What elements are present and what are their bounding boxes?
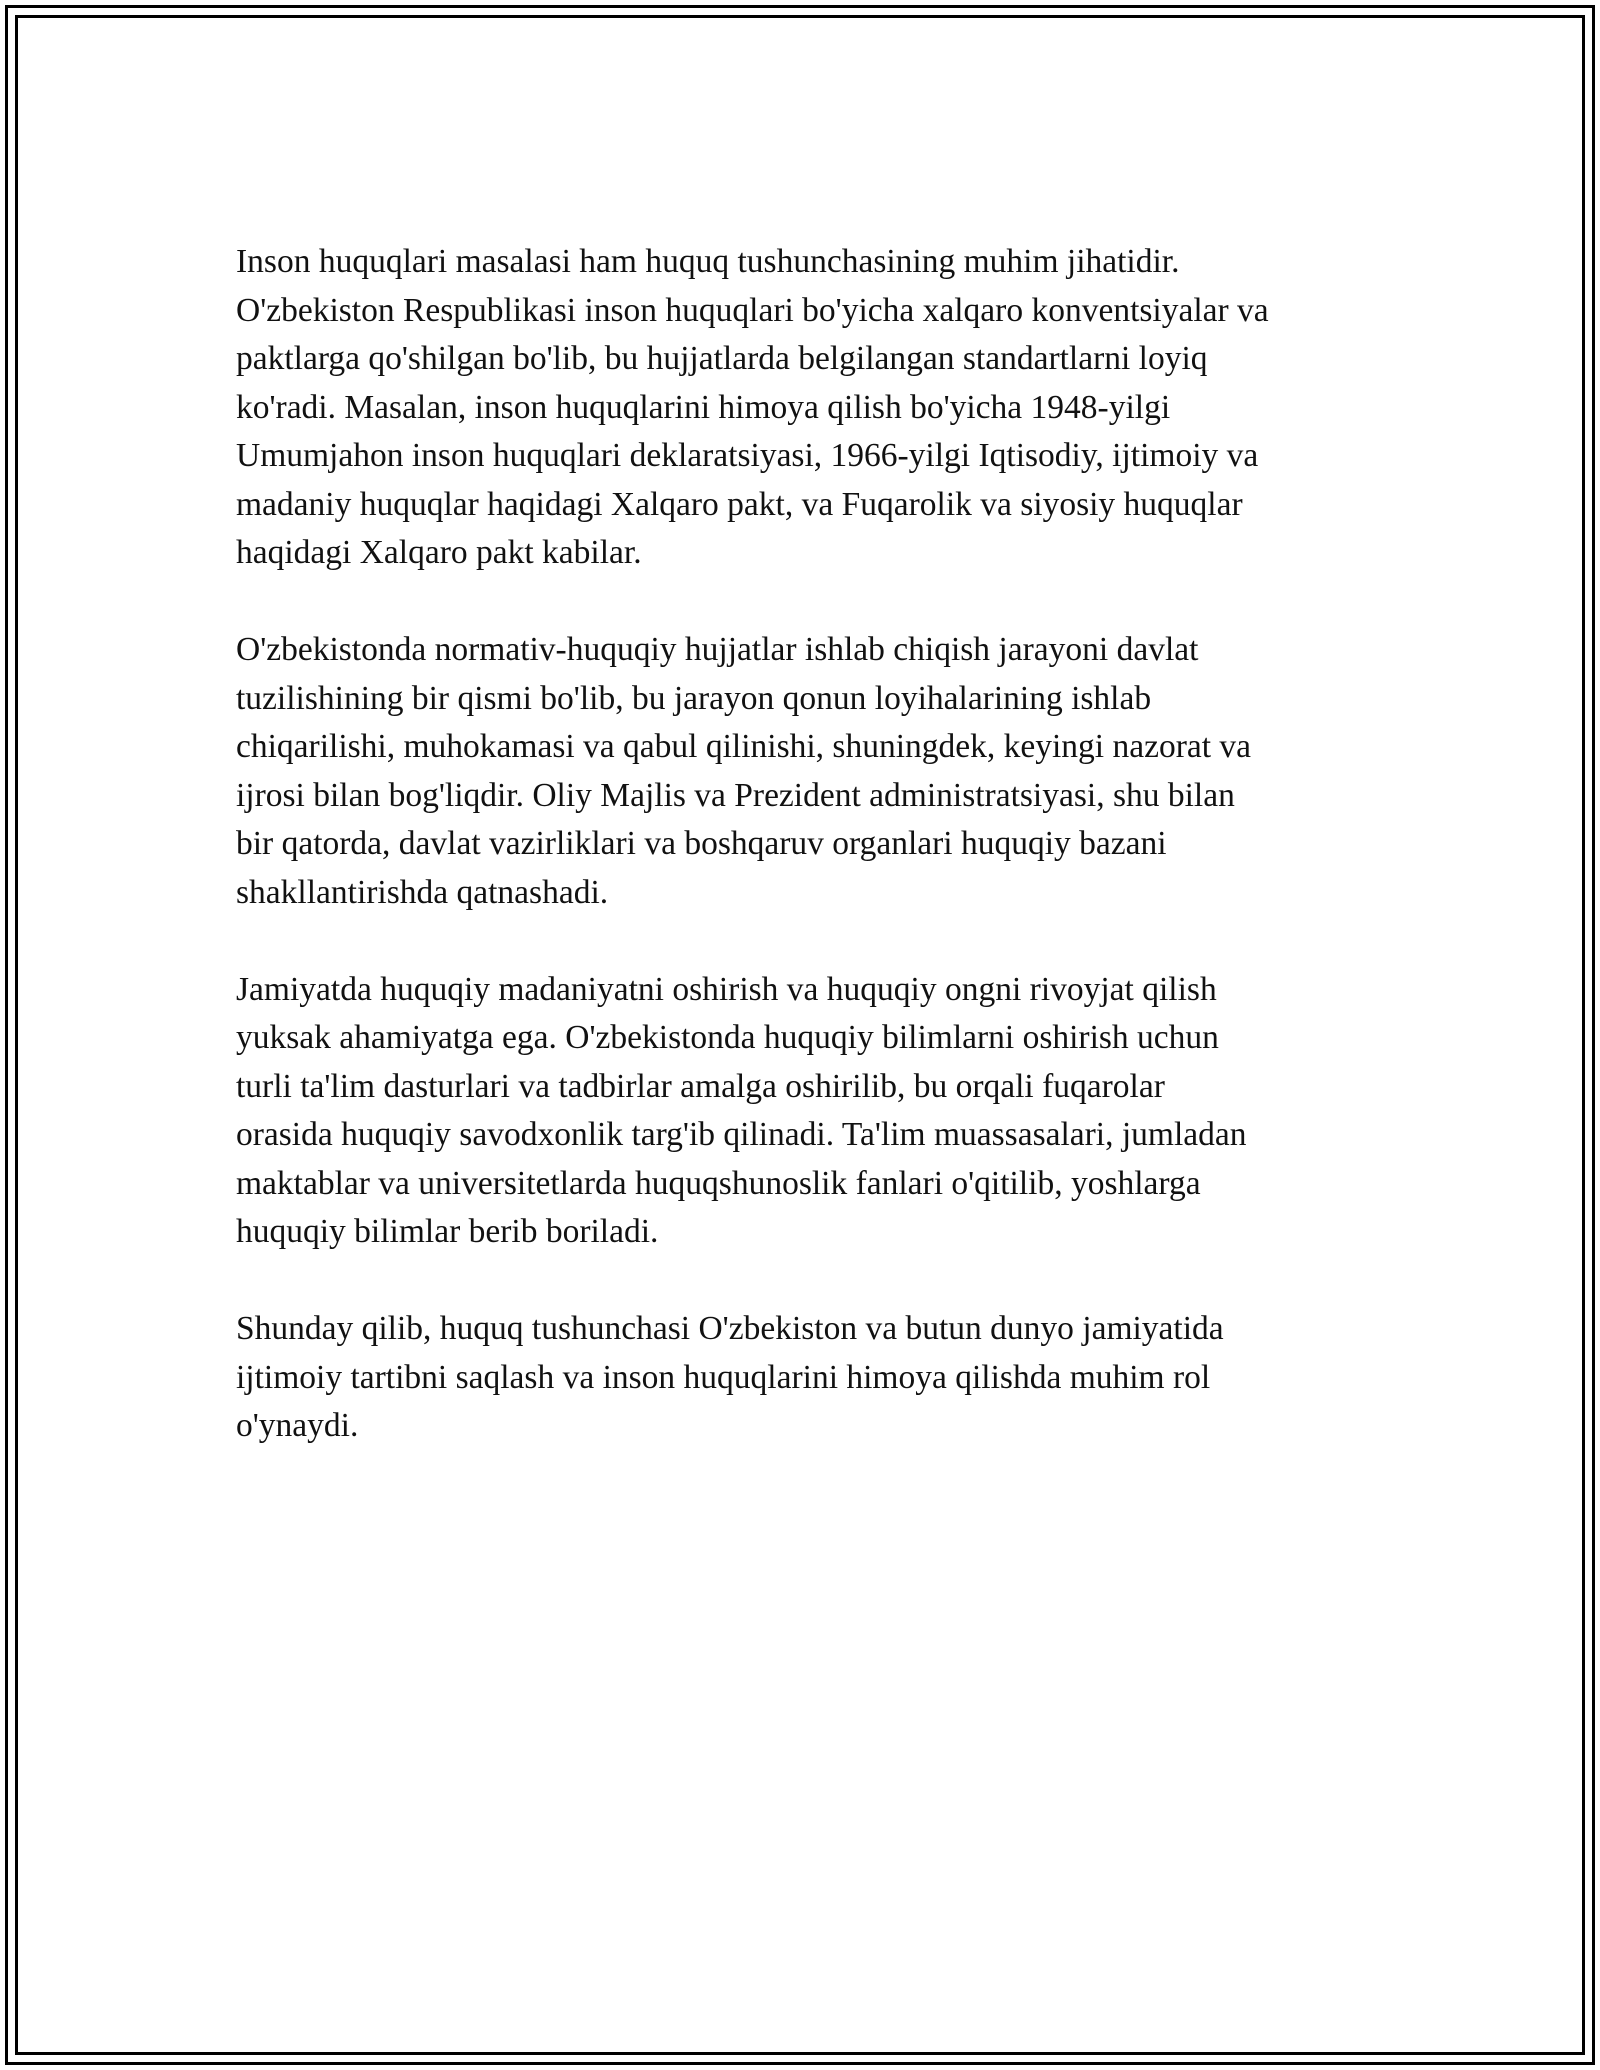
- text-line: ijtimoiy tartibni saqlash va inson huquqlarini himoya qilishda muhim rol: [236, 1358, 1211, 1396]
- text-line: ko'radi. Masalan, inson huquqlarini himoya qilish bo'yicha 1948-yilgi: [236, 388, 1171, 426]
- text-line: O'zbekistonda normativ-huquqiy hujjatlar ishlab chiqish jarayoni davlat: [236, 631, 1199, 668]
- text-line: bir qatorda, davlat vazirliklari va boshqaruv organlari huquqiy bazani: [236, 825, 1167, 862]
- text-line: shakllantirishda qatnashadi.: [236, 873, 609, 911]
- text-line: madaniy huquqlar haqidagi Xalqaro pakt, va Fuqarolik va siyosiy huquqlar: [236, 485, 1243, 523]
- text-line: o'ynaydi.: [236, 1407, 359, 1444]
- text-line: haqidagi Xalqaro pakt kabilar.: [236, 534, 642, 571]
- text-line: Umumjahon inson huquqlari deklaratsiyasi, 1966-yilgi Iqtisodiy, ijtimoiy va: [236, 437, 1259, 474]
- text-line: Inson huquqlari masalasi ham huquq tushunchasining muhim jihatidir.: [236, 243, 1180, 280]
- text-line: chiqarilishi, muhokamasi va qabul qilinishi, shuningdek, keyingi nazorat va: [236, 728, 1252, 765]
- text-line: maktablar va universitetlarda huquqshunoslik fanlari o'qitilib, yoshlarga: [236, 1164, 1201, 1202]
- text-line: Shunday qilib, huquq tushunchasi O'zbekiston va butun dunyo jamiyatida: [236, 1310, 1224, 1347]
- paragraph-3: [236, 966, 1396, 1257]
- paragraph-2: [236, 626, 1396, 917]
- text-line: tuzilishining bir qismi bo'lib, bu jarayon qonun loyihalarining ishlab: [236, 679, 1152, 717]
- text-line: Jamiyatda huquqiy madaniyatni oshirish va huquqiy ongni rivoyjat qilish: [236, 970, 1217, 1008]
- paragraph-4: [236, 1305, 1396, 1451]
- text-line: paktlarga qo'shilgan bo'lib, bu hujjatlarda belgilangan standartlarni loyiq: [236, 340, 1208, 377]
- document-body: [236, 238, 1396, 1499]
- text-line: O'zbekiston Respublikasi inson huquqlari bo'yicha xalqaro konventsiyalar va: [236, 291, 1269, 329]
- text-line: turli ta'lim dasturlari va tadbirlar amalga oshirilib, bu orqali fuqarolar: [236, 1067, 1165, 1105]
- text-line: orasida huquqiy savodxonlik targ'ib qilinadi. Ta'lim muassasalari, jumladan: [236, 1116, 1247, 1153]
- text-line: ijrosi bilan bog'liqdir. Oliy Majlis va Prezident administratsiyasi, shu bilan: [236, 776, 1235, 814]
- text-line: huquqiy bilimlar berib boriladi.: [236, 1213, 659, 1250]
- paragraph-1: [236, 238, 1396, 578]
- text-line: yuksak ahamiyatga ega. O'zbekistonda huquqiy bilimlarni oshirish uchun: [236, 1019, 1219, 1056]
